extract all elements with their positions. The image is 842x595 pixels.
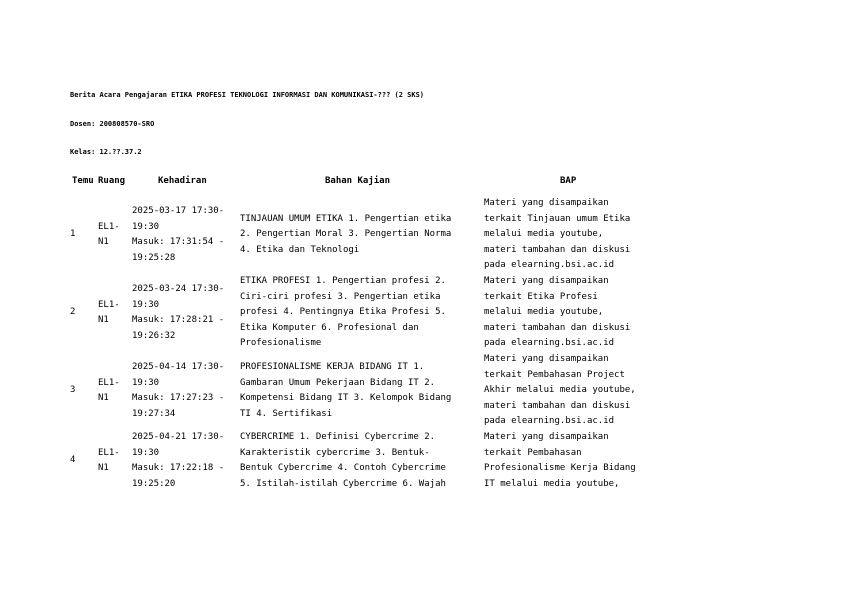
temu-cell: 2 <box>70 307 76 318</box>
column-header-temu: Temu <box>72 176 94 186</box>
bap-cell: Materi yang disampaikan terkait Pembahasan Project Akhir melalui media youtube, materi tambahan dan diskusi pada elearning.bsi.ac.id <box>484 354 636 427</box>
column-header-bahan-kajian: Bahan Kajian <box>325 176 391 186</box>
bap-table <box>70 196 636 492</box>
ruang-cell: EL1- N1 <box>98 299 120 325</box>
temu-cell: 3 <box>70 385 76 396</box>
ruang-cell: EL1- N1 <box>98 221 120 247</box>
kehadiran-cell: 2025-04-14 17:30- 19:30 Masuk: 17:27:23 - 19:27:34 <box>132 362 225 419</box>
bap-cell: Materi yang disampaikan terkait Etika Profesi melalui media youtube, materi tambahan dan diskusi pada elearning.bsi.ac.id <box>484 276 631 349</box>
document-title: Berita Acara Pengajaran ETIKA PROFESI TEKNOLOGI INFORMASI DAN KOMUNIKASI-??? (2 SKS) <box>70 91 425 99</box>
ruang-cell: EL1- N1 <box>98 447 120 473</box>
temu-cell: 4 <box>70 455 76 466</box>
column-header-ruang: Ruang <box>98 176 126 186</box>
column-header-bap: BAP <box>560 176 577 186</box>
table-row <box>70 430 636 492</box>
temu-cell: 1 <box>70 229 76 240</box>
bahan-kajian-cell: ETIKA PROFESI 1. Pengertian profesi 2. Ciri-ciri profesi 3. Pengertian etika profesi 4. Pentingnya Etika Profesi 5. Etika Komputer 6. Profesional dan Profesionalisme <box>240 276 446 349</box>
bap-cell: Materi yang disampaikan terkait Tinjauan umum Etika melalui media youtube, materi tambahan dan diskusi pada elearning.bsi.ac.id <box>484 198 631 271</box>
table-row <box>70 352 636 430</box>
kehadiran-cell: 2025-04-21 17:30- 19:30 Masuk: 17:22:18 - 19:25:20 <box>132 432 225 489</box>
bap-cell: Materi yang disampaikan terkait Pembahasan Profesionalisme Kerja Bidang IT melalui media youtube, <box>484 432 636 489</box>
kelas-label: Kelas: 12.??.37.2 <box>70 148 142 156</box>
bahan-kajian-cell: TINJAUAN UMUM ETIKA 1. Pengertian etika 2. Pengertian Moral 3. Pengertian Norma 4. Etika dan Teknologi <box>240 213 452 255</box>
dosen-label: Dosen: 200808570-SRO <box>70 120 155 128</box>
table-row <box>70 196 636 274</box>
ruang-cell: EL1- N1 <box>98 377 120 403</box>
bahan-kajian-cell: PROFESIONALISME KERJA BIDANG IT 1. Gambaran Umum Pekerjaan Bidang IT 2. Kompetensi Bidang IT 3. Kelompok Bidang TI 4. Sertifikasi <box>240 362 452 419</box>
table-row <box>70 274 636 352</box>
kehadiran-cell: 2025-03-24 17:30- 19:30 Masuk: 17:28:21 - 19:26:32 <box>132 284 225 341</box>
bahan-kajian-cell: CYBERCRIME 1. Definisi Cybercrime 2. Karakteristik cybercrime 3. Bentuk- Bentuk Cybercrime 4. Contoh Cybercrime 5. Istilah-istilah Cybercrime 6. Wajah <box>240 432 446 489</box>
column-header-kehadiran: Kehadiran <box>158 176 207 186</box>
kehadiran-cell: 2025-03-17 17:30- 19:30 Masuk: 17:31:54 - 19:25:28 <box>132 206 225 263</box>
